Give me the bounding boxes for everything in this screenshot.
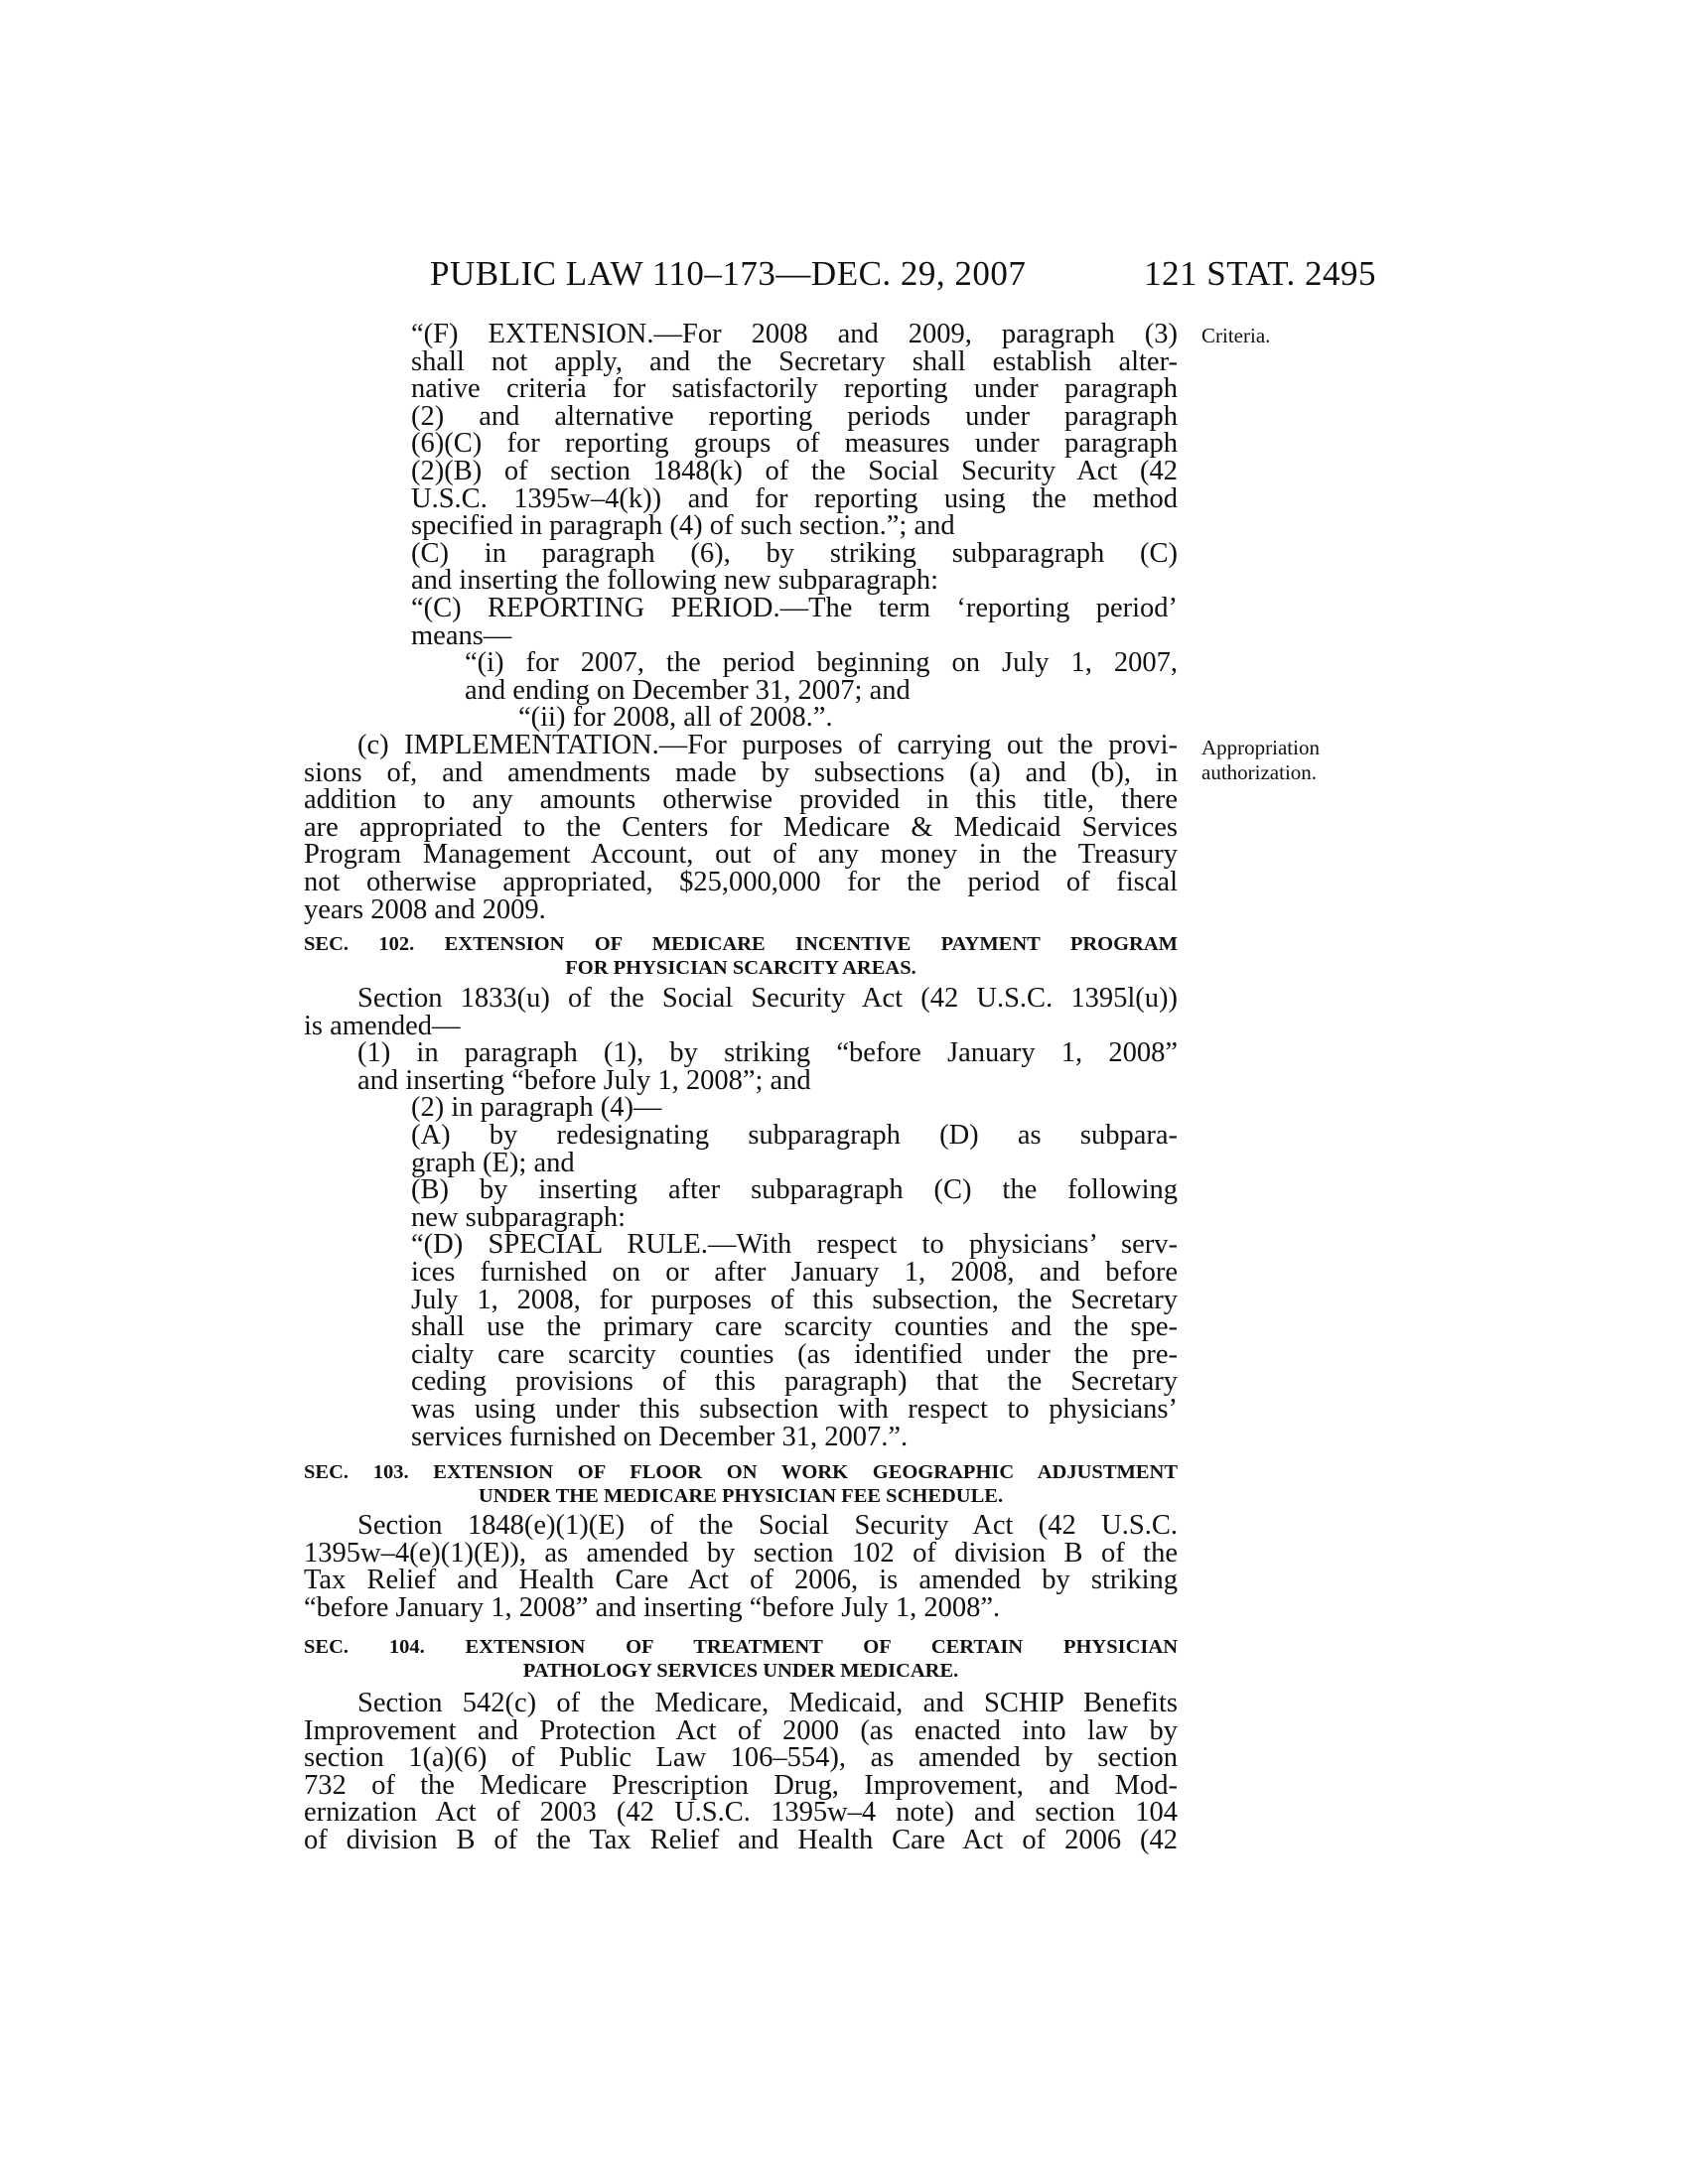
text-line: (2) in paragraph (4)— bbox=[411, 1092, 662, 1124]
heading-line: SEC. 103. EXTENSION OF FLOOR ON WORK GEOGRAPHIC ADJUSTMENT bbox=[304, 1461, 1178, 1483]
text-line: (2) and alternative reporting periods under paragraph bbox=[411, 400, 1178, 432]
running-header-right: 121 STAT. 2495 bbox=[1144, 254, 1376, 293]
heading-line: SEC. 102. EXTENSION OF MEDICARE INCENTIVE PAYMENT PROGRAM bbox=[304, 933, 1178, 955]
text-line: native criteria for satisfactorily reporting under paragraph bbox=[411, 373, 1178, 405]
text-line: specified in paragraph (4) of such section.”; and bbox=[411, 510, 955, 542]
text-line: (6)(C) for reporting groups of measures under paragraph bbox=[411, 428, 1178, 460]
subparagraph-f-block bbox=[304, 321, 1178, 732]
text-line: is amended— bbox=[304, 1010, 461, 1041]
section-102-heading bbox=[304, 932, 1178, 980]
margin-note-line: authorization. bbox=[1201, 760, 1318, 784]
text-line: (c) IMPLEMENTATION.—For purposes of carrying out the provi- bbox=[357, 730, 1178, 760]
text-line: Section 1848(e)(1)(E) of the Social Security Act (42 U.S.C. bbox=[357, 1510, 1178, 1541]
text-line: Improvement and Protection Act of 2000 (as enacted into law by bbox=[304, 1714, 1178, 1746]
section-102-body bbox=[304, 985, 1178, 1450]
heading-line: PATHOLOGY SERVICES UNDER MEDICARE. bbox=[522, 1660, 959, 1682]
text-line: addition to any amounts otherwise provided in this title, there bbox=[304, 784, 1178, 816]
text-line: new subparagraph: bbox=[411, 1201, 627, 1233]
text-line: “before January 1, 2008” and inserting “before July 1, 2008”. bbox=[304, 1591, 1001, 1623]
heading-line: FOR PHYSICIAN SCARCITY AREAS. bbox=[565, 957, 916, 979]
implementation-block bbox=[304, 732, 1178, 923]
text-line: and inserting “before July 1, 2008”; and bbox=[357, 1064, 811, 1096]
heading-line: UNDER THE MEDICARE PHYSICIAN FEE SCHEDULE. bbox=[478, 1485, 1004, 1507]
text-line: sions of, and amendments made by subsections (a) and (b), in bbox=[304, 756, 1178, 788]
heading-line: SEC. 104. EXTENSION OF TREATMENT OF CERTAIN PHYSICIAN bbox=[304, 1636, 1178, 1658]
text-line: “(D) SPECIAL RULE.—With respect to physicians’ serv- bbox=[411, 1229, 1178, 1261]
section-103-heading bbox=[304, 1460, 1178, 1508]
running-header-left: PUBLIC LAW 110–173—DEC. 29, 2007 bbox=[430, 254, 1027, 293]
text-line: “(F) EXTENSION.—For 2008 and 2009, paragraph (3) bbox=[411, 319, 1178, 349]
text-line: Section 542(c) of the Medicare, Medicaid, and SCHIP Benefits bbox=[357, 1688, 1178, 1718]
text-line: Program Management Account, out of any money in the Treasury bbox=[304, 839, 1178, 871]
text-line: are appropriated to the Centers for Medicare & Medicaid Services bbox=[304, 811, 1178, 843]
text-line: years 2008 and 2009. bbox=[304, 893, 546, 925]
text-line: “(C) REPORTING PERIOD.—The term ‘reporting period’ bbox=[411, 592, 1178, 623]
text-line: 732 of the Medicare Prescription Drug, Improvement, and Mod- bbox=[304, 1769, 1178, 1801]
section-103-body bbox=[304, 1512, 1178, 1621]
margin-note-appropriation bbox=[1201, 736, 1320, 785]
text-line: “(ii) for 2008, all of 2008.”. bbox=[518, 702, 833, 734]
text-line: (2)(B) of section 1848(k) of the Social Security Act (42 bbox=[411, 455, 1178, 486]
text-line: 1395w–4(e)(1)(E)), as amended by section 102 of division B of the bbox=[304, 1537, 1178, 1569]
text-line: and inserting the following new subparagraph: bbox=[411, 565, 939, 597]
text-line: “(i) for 2007, the period beginning on July 1, 2007, bbox=[465, 647, 1178, 679]
text-line: services furnished on December 31, 2007.”. bbox=[411, 1421, 909, 1452]
text-line: Tax Relief and Health Care Act of 2006, is amended by striking bbox=[304, 1565, 1178, 1596]
text-line: graph (E); and bbox=[411, 1147, 575, 1178]
text-line: (C) in paragraph (6), by striking subparagraph (C) bbox=[411, 537, 1178, 569]
text-line: section 1(a)(6) of Public Law 106–554), as amended by section bbox=[304, 1742, 1178, 1774]
text-line: ceding provisions of this paragraph) that the Secretary bbox=[411, 1366, 1178, 1398]
text-line: Section 1833(u) of the Social Security Act (42 U.S.C. 1395l(u)) bbox=[357, 983, 1178, 1014]
text-line: ernization Act of 2003 (42 U.S.C. 1395w–4 note) and section 104 bbox=[304, 1797, 1178, 1829]
margin-note-line: Appropriation bbox=[1201, 736, 1320, 759]
text-line: of division B of the Tax Relief and Health Care Act of 2006 (42 bbox=[304, 1824, 1178, 1855]
text-line: (1) in paragraph (1), by striking “before January 1, 2008” bbox=[357, 1037, 1178, 1069]
text-line: cialty care scarcity counties (as identified under the pre- bbox=[411, 1338, 1178, 1370]
text-line: was using under this subsection with respect to physicians’ bbox=[411, 1393, 1178, 1425]
section-104-heading bbox=[304, 1635, 1178, 1683]
section-104-body bbox=[304, 1690, 1178, 1854]
text-line: and ending on December 31, 2007; and bbox=[465, 674, 911, 706]
text-line: means— bbox=[411, 619, 512, 651]
text-line: not otherwise appropriated, $25,000,000 for the period of fiscal bbox=[304, 866, 1178, 897]
margin-note-criteria: Criteria. bbox=[1201, 324, 1271, 347]
text-line: ices furnished on or after January 1, 2008, and before bbox=[411, 1256, 1178, 1288]
text-line: shall use the primary care scarcity counties and the spe- bbox=[411, 1311, 1178, 1343]
text-line: July 1, 2008, for purposes of this subsection, the Secretary bbox=[411, 1284, 1178, 1315]
text-line: (A) by redesignating subparagraph (D) as subpara- bbox=[411, 1119, 1178, 1151]
text-line: shall not apply, and the Secretary shall establish alter- bbox=[411, 345, 1178, 377]
text-line: U.S.C. 1395w–4(k)) and for reporting using the method bbox=[411, 482, 1178, 514]
text-line: (B) by inserting after subparagraph (C) the following bbox=[411, 1174, 1178, 1206]
